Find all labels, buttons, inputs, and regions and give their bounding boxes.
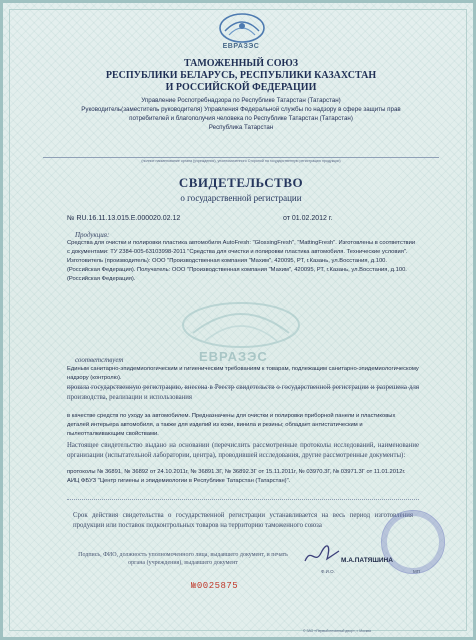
signature-icon [303, 543, 343, 567]
fio-caption: Ф.И.О. [321, 569, 335, 574]
eurasec-watermark-icon [179, 299, 303, 351]
conformity-label: соответствует [75, 356, 124, 364]
serial-number: №0025875 [191, 581, 239, 591]
product-description: Средства для очистки и полировки пластика автомобиля AutoFresh: "GlossingFresh", "MattingFresh". Изготовлены в соответствии с документами: ТУ 2384-005-63103998-2011 "Средства для очистки и полировки пластика автомобиля. Технические условия". Изготовитель (производитель): ООО "Производственная компания "Махим", 420095, РТ, г.Казань, ул.Восстания, д.100. (Российская Федерация). Получатель: ООО "Производственная компания "Махим", 420095, РТ, г.Казань, ул.Восстания, д.100. (Российская Федерация). [67, 240, 416, 282]
authority-line: потребителей и благополучия человека по Республике Татарстан (Татарстан) [129, 115, 353, 122]
mp-caption: МП [413, 569, 420, 574]
official-stamp [381, 510, 445, 574]
signature-caption: Подпись, ФИО, должность уполномоченного лица, выдавшего документ, и печать органа (учреждения), выдавшего документ [78, 552, 288, 566]
authority-line: Республика Татарстан [208, 124, 274, 131]
document-subtitle: о государственной регистрации [180, 193, 302, 203]
authority-caption: (полное наименование органа (учреждения), уполномоченного Стороной на государственную регистрацию продукции) [141, 159, 341, 163]
emblem-label: ЕВРАЗЭС [222, 43, 260, 50]
customs-union-title-line: РЕСПУБЛИКИ БЕЛАРУСЬ, РЕСПУБЛИКИ КАЗАХСТАН [105, 70, 377, 81]
basis-intro: Настоящее свидетельство выдано на основании (перечислить рассмотренные протоколы исследований, наименование организации (испытательной лаборатории, центра), проводившей исследования, другие рассмотренные документы): [67, 442, 419, 459]
basis-documents: протоколы № 36891, № 36892 от 24.10.2011г, № 36891.3Г, № 36892.3Г от 15.11.2011г, № 03970.3Г, № 03971.3Г от 11.01.2012г. АИЦ ФБУЗ "Центр гигиены и эпидемиологии в Республике Татарстан (Татарстан)". [67, 469, 406, 484]
divider [67, 499, 419, 500]
authority-underline [43, 157, 439, 158]
registration-passed-text: прошла государственную регистрацию, внесена в Реестр свидетельств о государственной регистрации и разрешена для производства, реализации и использования [67, 384, 419, 401]
eurasec-emblem-icon [217, 11, 267, 45]
registration-number: № RU.16.11.13.015.Е.000020.02.12 [67, 215, 181, 222]
customs-union-title-line: ТАМОЖЕННЫЙ СОЮЗ [183, 58, 299, 69]
conformity-text: Единым санитарно-эпидемиологическим и гигиеническим требованиям к товарам, подлежащим санитарно-эпидемиологическому надзору (контролю). [67, 366, 419, 381]
authority-line: Управление Роспотребнадзора по Республике Татарстан (Татарстан) [141, 97, 341, 104]
signer-name: М.А.ПАТЯШИНА [341, 557, 393, 564]
customs-union-title-line: И РОССИЙСКОЙ ФЕДЕРАЦИИ [165, 82, 317, 93]
usage-text: в качестве средств по уходу за автомобилем. Предназначены для очистки и полировки приборной панели и пластиковых деталей интерьера автомобиля, а также для изделий из кожи, винила и резины; обладает антистатическим и пылеотталкивающим свойствами. [67, 413, 396, 437]
watermark-label: ЕВРАЗЭС [199, 349, 268, 364]
product-label: Продукция: [75, 231, 110, 239]
printer-footer: © ЗАО «Первый печатный двор», г. Москва [303, 629, 371, 633]
validity-text: Срок действия свидетельства о государственной регистрации устанавливается на весь период изготовления продукции или поставок подконтрольных товаров на территорию таможенного союза [73, 512, 413, 529]
authority-line: Руководитель(заместитель руководителя) Управления Федеральной службы по надзору в сфере защиты прав [81, 106, 401, 113]
registration-date: от 01.02.2012 г. [283, 215, 333, 222]
document-title: СВИДЕТЕЛЬСТВО [178, 175, 304, 190]
